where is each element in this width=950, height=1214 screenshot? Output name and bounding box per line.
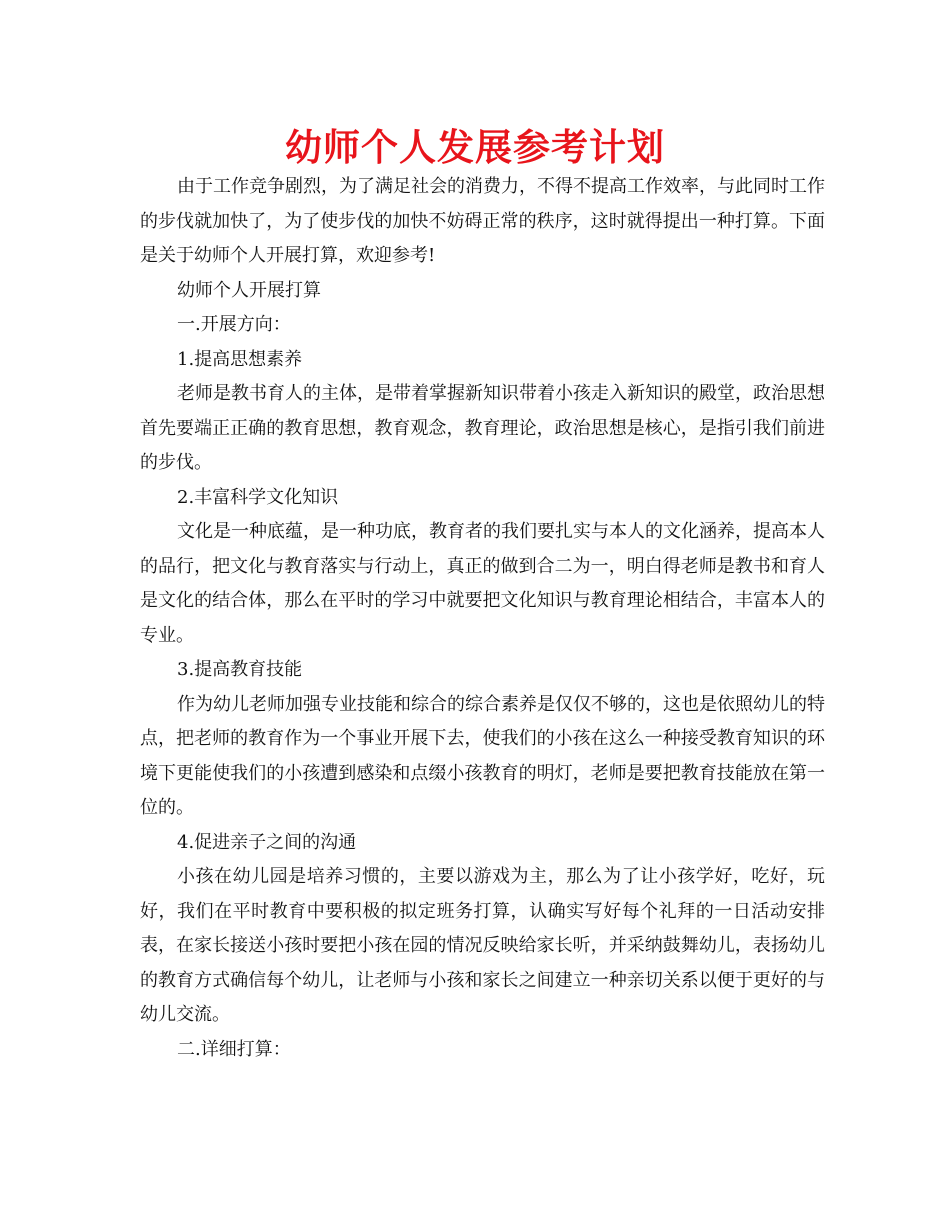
document-title: 幼师个人发展参考计划: [285, 126, 665, 169]
item-heading-2: 2.丰富科学文化知识: [177, 486, 339, 508]
body-paragraph-2: 文化是一种底蕴，是一种功底，教育者的我们要扎实与本人的文化涵养，提高本人的品行，把文化与教育落实与行动上，真正的做到合二为一，明白得老师是教书和育人是文化的结合体，那么在平时的学习中就要把文化知识与教育理论相结合，丰富本人的专业。: [140, 521, 825, 646]
body-paragraph-3: 作为幼儿老师加强专业技能和综合的综合素养是仅仅不够的，这也是依照幼儿的特点，把老师的教育作为一个事业开展下去，使我们的小孩在这么一种接受教育知识的环境下更能使我们的小孩遭到感染和点缀小孩教育的明灯，老师是要把教育技能放在第一位的。: [140, 693, 825, 818]
section-heading: 幼师个人开展打算: [177, 279, 321, 301]
body-paragraph-1: 老师是教书育人的主体，是带着掌握新知识带着小孩走入新知识的殿堂，政治思想首先要端正正确的教育思想，教育观念，教育理论，政治思想是核心，是指引我们前进的步伐。: [140, 383, 825, 473]
intro-paragraph: 由于工作竞争剧烈，为了满足社会的消费力，不得不提高工作效率，与此同时工作的步伐就加快了，为了使步伐的加快不妨碍正常的秩序，这时就得提出一种打算。下面是关于幼师个人开展打算，欢迎参考!: [140, 176, 825, 266]
subheading-direction: 一.开展方向：: [177, 314, 291, 335]
body-paragraph-4: 小孩在幼儿园是培养习惯的，主要以游戏为主，那么为了让小孩学好，吃好，玩好，我们在平时教育中要积极的拟定班务打算，认确实写好每个礼拜的一日活动安排表，在家长接送小孩时要把小孩在园的情况反映给家长听，并采纳鼓舞幼儿，表扬幼儿的教育方式确信每个幼儿，让老师与小孩和家长之间建立一种亲切关系以便于更好的与幼儿交流。: [140, 866, 825, 1025]
item-heading-3: 3.提高教育技能: [177, 659, 303, 680]
item-heading-1: 1.提高思想素养: [177, 348, 303, 370]
subheading-plan: 二.详细打算：: [177, 1038, 291, 1060]
item-heading-4: 4.促进亲子之间的沟通: [177, 831, 357, 853]
document-body: [140, 170, 825, 1067]
